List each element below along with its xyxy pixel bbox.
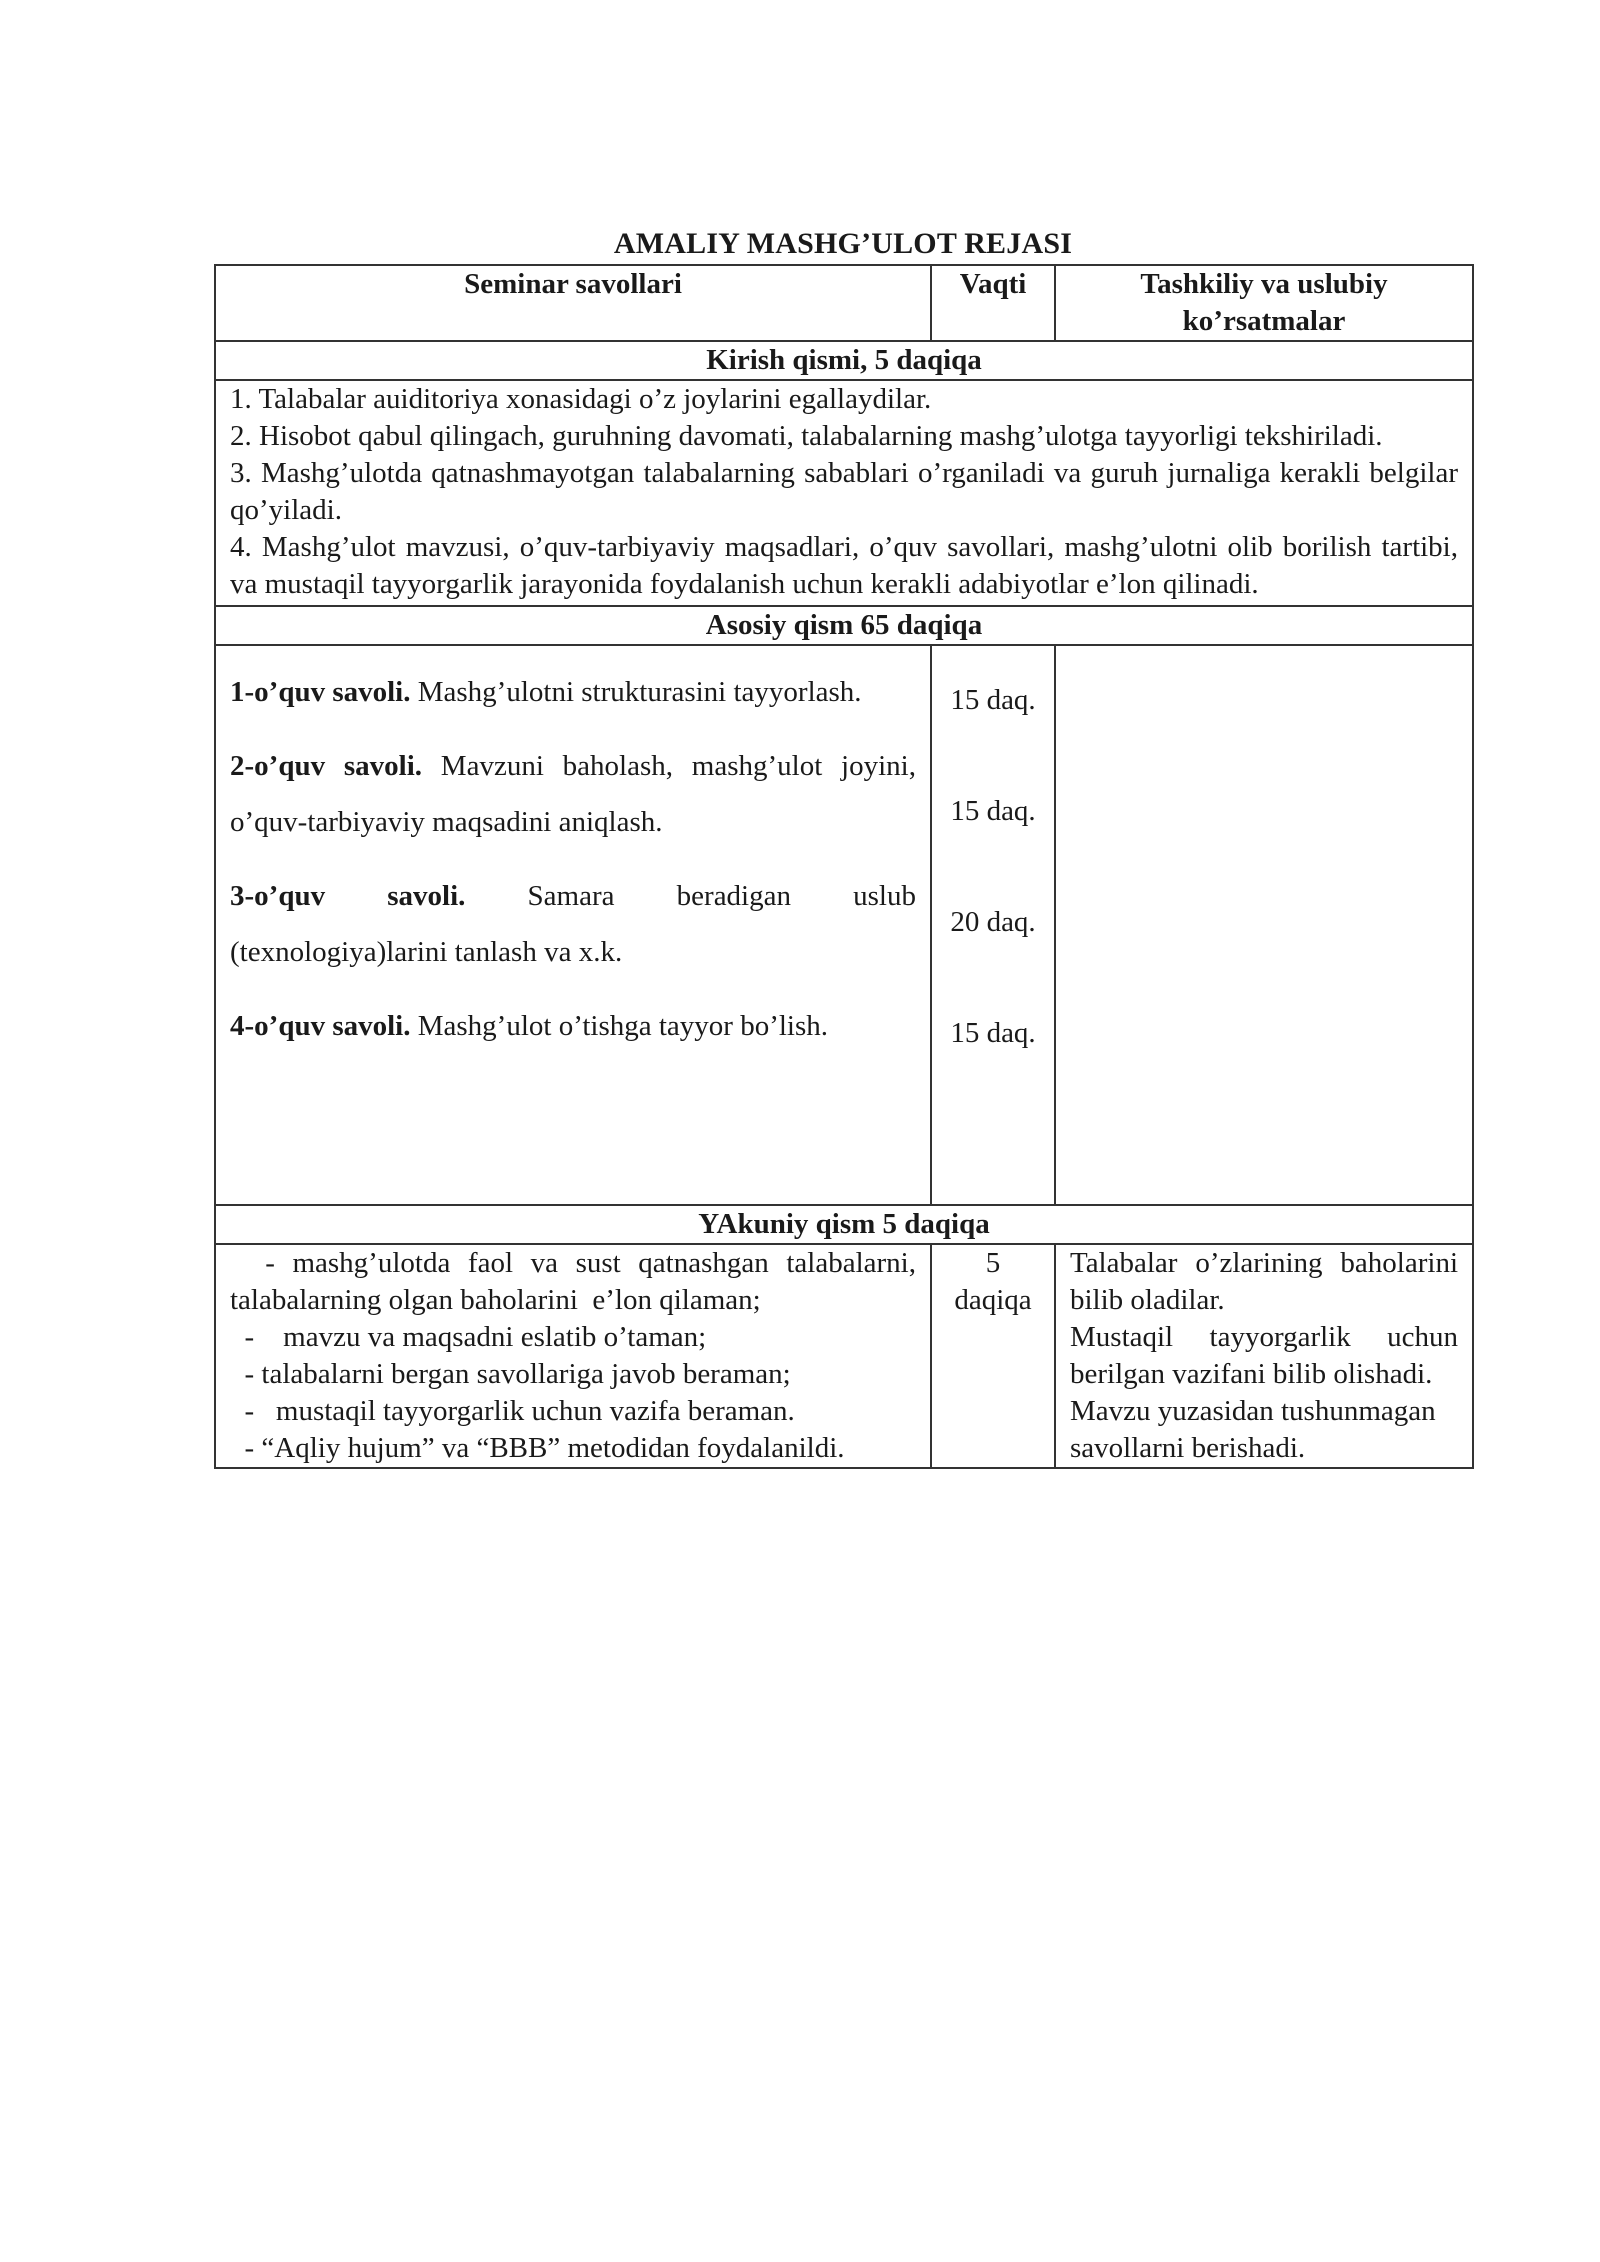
intro-heading-row [215, 341, 1473, 380]
final-item: - mavzu va maqsadni eslatib o’taman; [230, 1321, 707, 1353]
final-content-row [215, 1244, 1473, 1468]
question-item [230, 868, 916, 980]
question-time: 15 daq. [950, 795, 1036, 827]
final-items-cell [215, 1244, 931, 1468]
question-time: 15 daq. [950, 1017, 1036, 1049]
final-item: - mashg’ulotda faol va sust qatnashgan talabalarni, talabalarning olgan baholarini e’lon qilaman; [230, 1247, 924, 1316]
header-seminar-questions: Seminar savollari [215, 265, 931, 341]
main-heading-row [215, 606, 1473, 645]
intro-item: 1. Talabalar auiditoriya xonasidagi o’z joylarini egallaydilar. [230, 383, 932, 415]
header-guidelines: Tashkiliy va uslubiy ko’rsatmalar [1055, 265, 1473, 341]
question-text: Mashg’ulotni strukturasini tayyorlash. [410, 676, 862, 708]
final-item: - “Aqliy hujum” va “BBB” metodidan foydalanildi. [230, 1432, 845, 1464]
question-label: 2-o’quv savoli. [230, 750, 423, 782]
table-header-row [215, 265, 1473, 341]
main-heading: Asosiy qism 65 daqiqa [215, 606, 1473, 645]
question-text: Samara beradigan uslub (texnologiya)larini tanlash va x.k. [230, 880, 916, 968]
main-questions-cell [215, 645, 931, 1205]
intro-heading: Kirish qismi, 5 daqiqa [215, 341, 1473, 380]
intro-content [215, 380, 1473, 606]
final-notes-cell [1055, 1244, 1473, 1468]
final-heading-row [215, 1205, 1473, 1244]
question-item [230, 998, 916, 1054]
question-time: 20 daq. [950, 906, 1036, 938]
final-item: - talabalarni bergan savollariga javob beraman; [230, 1358, 791, 1390]
main-guidelines-cell [1055, 645, 1473, 1205]
lesson-plan-table [214, 264, 1474, 1469]
question-label: 3-o’quv savoli. [230, 880, 466, 912]
final-note: Mavzu yuzasidan tushunmagan savollarni berishadi. [1070, 1395, 1436, 1464]
final-heading: YAkuniy qism 5 daqiqa [215, 1205, 1473, 1244]
intro-item: 3. Mashg’ulotda qatnashmayotgan talabalarning sabablari o’rganiladi va guruh jurnaliga kerakli belgilar qo’yiladi. [230, 457, 1458, 526]
intro-item: 4. Mashg’ulot mavzusi, o’quv-tarbiyaviy maqsadlari, o’quv savollari, mashg’ulotni olib borilish tartibi, va mustaqil tayyorgarlik jarayonida foydalanish uchun kerakli adabiyotlar e’lon qilinadi. [230, 531, 1458, 600]
question-label: 1-o’quv savoli. [230, 676, 411, 708]
header-time: Vaqti [931, 265, 1055, 341]
final-note: Mustaqil tayyorgarlik uchun berilgan vazifani bilib olishadi. [1070, 1321, 1458, 1390]
question-text: Mavzuni baholash, mashg’ulot joyini, o’quv-tarbiyaviy maqsadini aniqlash. [230, 750, 916, 838]
question-item [230, 664, 916, 720]
main-content-row [215, 645, 1473, 1205]
final-note: Talabalar o’zlarining baholarini bilib oladilar. [1070, 1247, 1458, 1316]
final-time-cell: 5 daqiqa [931, 1244, 1055, 1468]
question-text: Mashg’ulot o’tishga tayyor bo’lish. [410, 1010, 828, 1042]
question-label: 4-o’quv savoli. [230, 1010, 411, 1042]
question-item [230, 738, 916, 850]
question-time: 15 daq. [950, 684, 1036, 716]
main-time-cell [931, 645, 1055, 1205]
intro-content-row [215, 380, 1473, 606]
final-item: - mustaqil tayyorgarlik uchun vazifa beraman. [230, 1395, 795, 1427]
page-title: AMALIY MASHG’ULOT REJASI [613, 227, 1073, 260]
intro-item: 2. Hisobot qabul qilingach, guruhning davomati, talabalarning mashg’ulotga tayyorligi tekshiriladi. [230, 420, 1383, 452]
